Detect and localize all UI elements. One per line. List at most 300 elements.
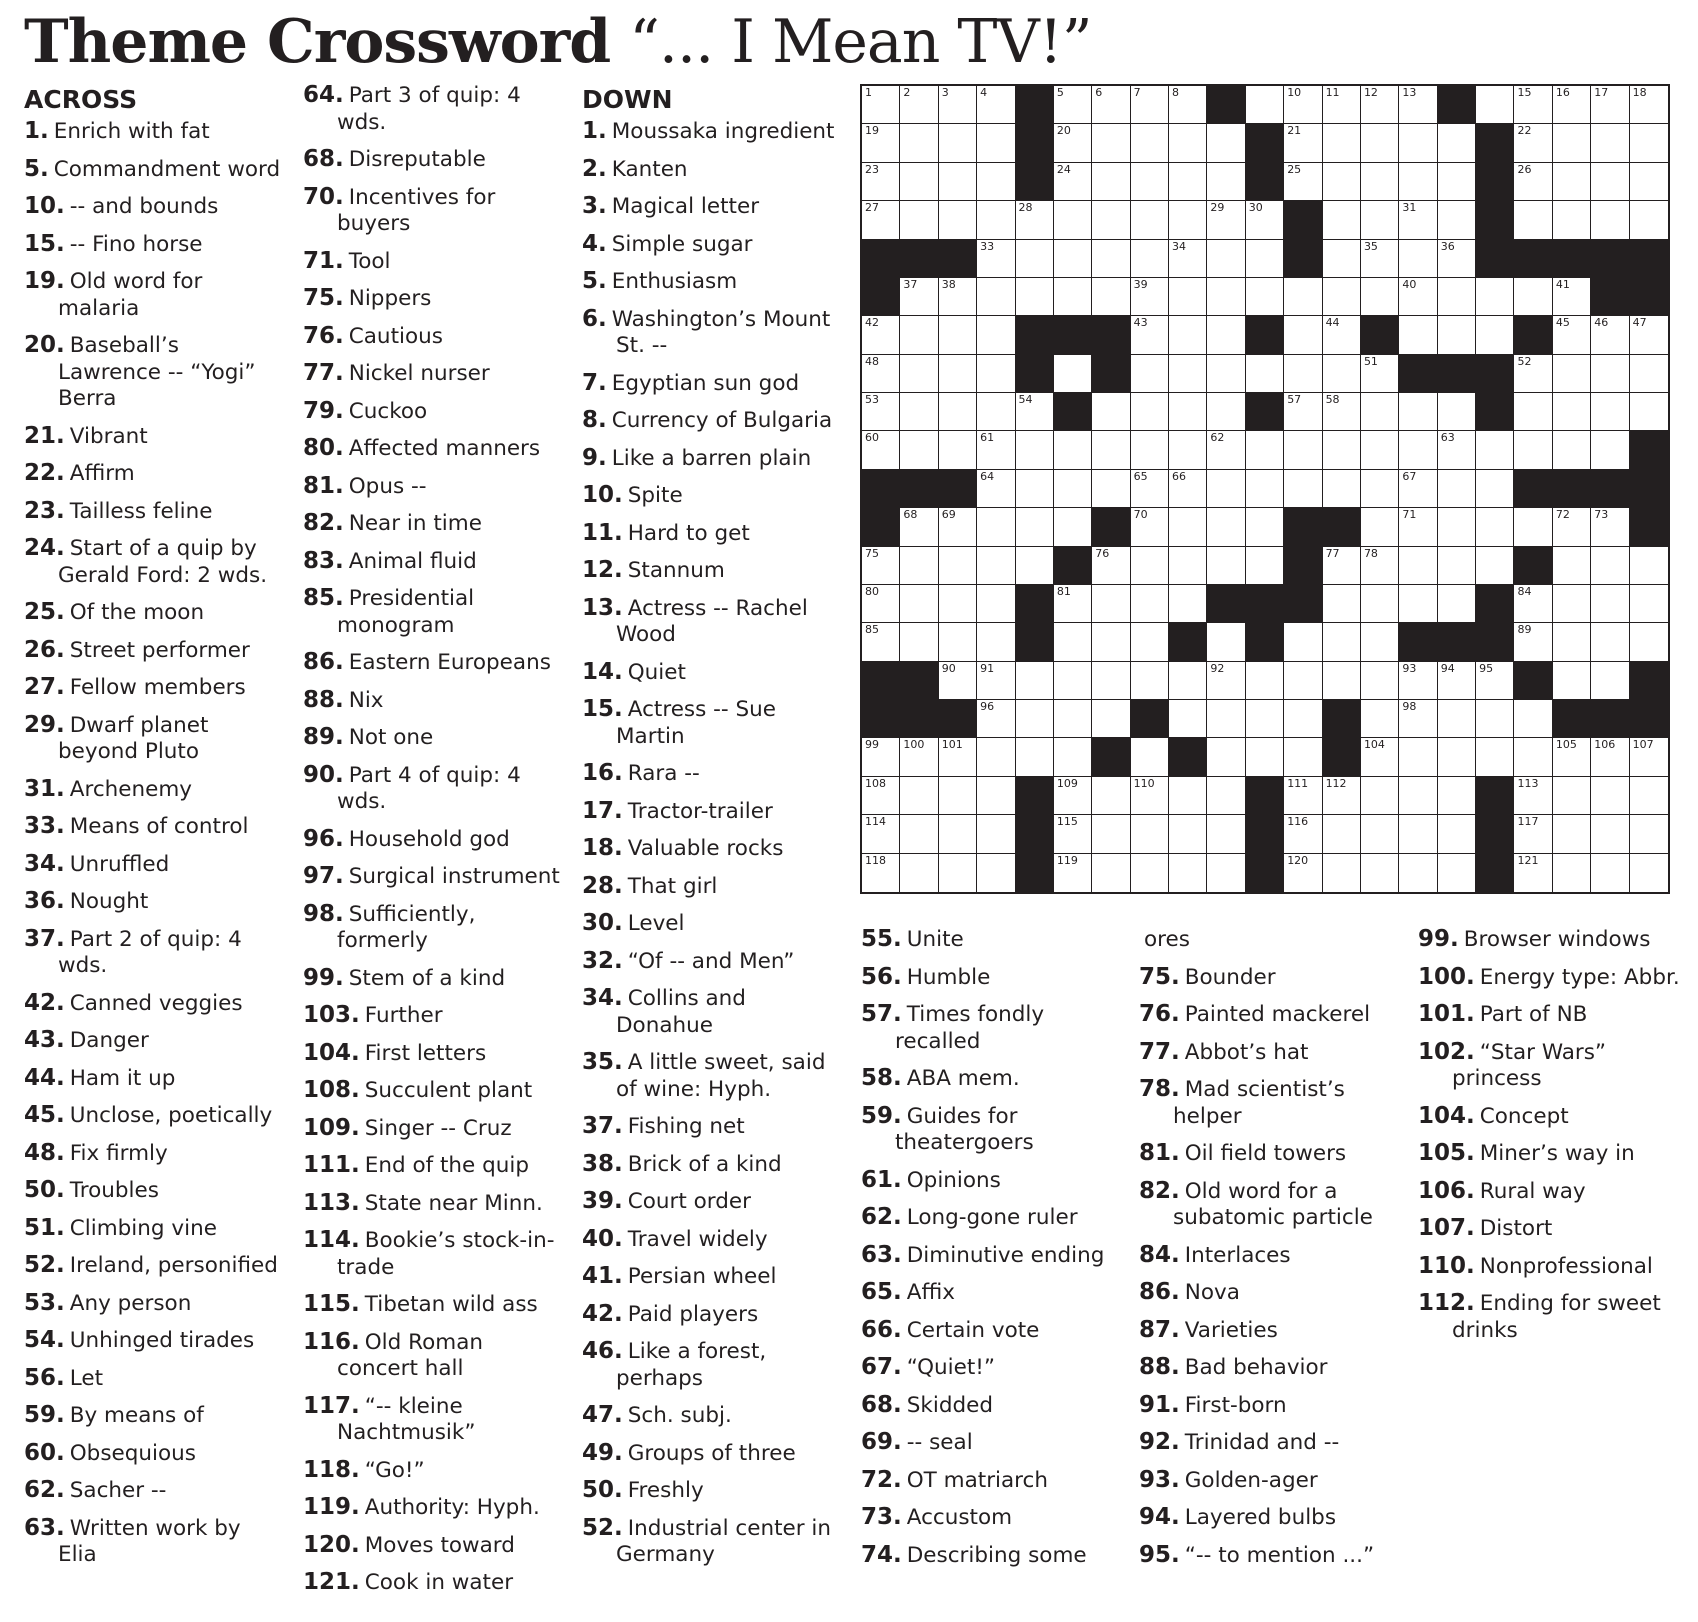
grid-cell[interactable]	[1399, 201, 1437, 239]
grid-cell[interactable]	[1630, 738, 1668, 776]
grid-cell[interactable]	[1553, 431, 1591, 469]
grid-cell[interactable]	[1054, 470, 1092, 508]
grid-cell[interactable]	[1323, 355, 1361, 393]
grid-cell[interactable]	[1207, 393, 1245, 431]
grid-cell[interactable]	[1169, 316, 1207, 354]
grid-cell[interactable]	[977, 240, 1015, 278]
grid-cell[interactable]	[1591, 124, 1629, 162]
grid-cell[interactable]	[1553, 278, 1591, 316]
grid-cell[interactable]	[1323, 124, 1361, 162]
grid-cell[interactable]	[1131, 585, 1169, 623]
grid-cell[interactable]	[1323, 393, 1361, 431]
grid-cell[interactable]	[1476, 662, 1514, 700]
grid-cell[interactable]	[1284, 777, 1322, 815]
grid-cell[interactable]	[1131, 163, 1169, 201]
grid-cell[interactable]	[1323, 431, 1361, 469]
grid-cell[interactable]	[1591, 854, 1629, 892]
grid-cell[interactable]	[900, 508, 938, 546]
grid-cell[interactable]	[1207, 700, 1245, 738]
grid-cell[interactable]	[939, 585, 977, 623]
grid-cell[interactable]	[1476, 431, 1514, 469]
grid-cell[interactable]	[1361, 431, 1399, 469]
grid-cell[interactable]	[1438, 662, 1476, 700]
grid-cell[interactable]	[1323, 623, 1361, 661]
grid-cell[interactable]	[939, 777, 977, 815]
grid-cell[interactable]	[1399, 393, 1437, 431]
grid-cell[interactable]	[939, 547, 977, 585]
grid-cell[interactable]	[939, 163, 977, 201]
grid-cell[interactable]	[1131, 393, 1169, 431]
grid-cell[interactable]	[1438, 431, 1476, 469]
grid-cell[interactable]	[1553, 623, 1591, 661]
grid-cell[interactable]	[1169, 355, 1207, 393]
grid-cell[interactable]	[1553, 393, 1591, 431]
grid-cell[interactable]	[1169, 240, 1207, 278]
grid-cell[interactable]	[1207, 163, 1245, 201]
grid-cell[interactable]	[1438, 240, 1476, 278]
grid-cell[interactable]	[1246, 355, 1284, 393]
grid-cell[interactable]	[1054, 124, 1092, 162]
grid-cell[interactable]	[1438, 508, 1476, 546]
grid-cell[interactable]	[1284, 355, 1322, 393]
grid-cell[interactable]	[862, 393, 900, 431]
grid-cell[interactable]	[1284, 470, 1322, 508]
grid-cell[interactable]	[900, 777, 938, 815]
grid-cell[interactable]	[1169, 700, 1207, 738]
grid-cell[interactable]	[1054, 431, 1092, 469]
grid-cell[interactable]	[1438, 854, 1476, 892]
grid-cell[interactable]	[862, 738, 900, 776]
grid-cell[interactable]	[1438, 700, 1476, 738]
grid-cell[interactable]	[1591, 623, 1629, 661]
grid-cell[interactable]	[1553, 815, 1591, 853]
grid-cell[interactable]	[1361, 393, 1399, 431]
grid-cell[interactable]	[1131, 316, 1169, 354]
grid-cell[interactable]	[1246, 431, 1284, 469]
grid-cell[interactable]	[1553, 163, 1591, 201]
grid-cell[interactable]	[1246, 240, 1284, 278]
grid-cell[interactable]	[1591, 662, 1629, 700]
grid-cell[interactable]	[1131, 240, 1169, 278]
grid-cell[interactable]	[1323, 854, 1361, 892]
grid-cell[interactable]	[1131, 738, 1169, 776]
grid-cell[interactable]	[1514, 393, 1552, 431]
grid-cell[interactable]	[1514, 623, 1552, 661]
grid-cell[interactable]	[1630, 86, 1668, 124]
grid-cell[interactable]	[1591, 163, 1629, 201]
grid-cell[interactable]	[1553, 547, 1591, 585]
grid-cell[interactable]	[1438, 470, 1476, 508]
grid-cell[interactable]	[1131, 623, 1169, 661]
grid-cell[interactable]	[1514, 738, 1552, 776]
grid-cell[interactable]	[900, 815, 938, 853]
grid-cell[interactable]	[977, 355, 1015, 393]
grid-cell[interactable]	[1399, 738, 1437, 776]
grid-cell[interactable]	[1207, 854, 1245, 892]
grid-cell[interactable]	[862, 854, 900, 892]
grid-cell[interactable]	[1284, 623, 1322, 661]
grid-cell[interactable]	[1054, 86, 1092, 124]
grid-cell[interactable]	[1092, 854, 1130, 892]
grid-cell[interactable]	[1054, 738, 1092, 776]
grid-cell[interactable]	[1284, 393, 1322, 431]
grid-cell[interactable]	[1438, 201, 1476, 239]
grid-cell[interactable]	[862, 547, 900, 585]
grid-cell[interactable]	[862, 623, 900, 661]
grid-cell[interactable]	[1169, 508, 1207, 546]
grid-cell[interactable]	[862, 316, 900, 354]
grid-cell[interactable]	[862, 815, 900, 853]
grid-cell[interactable]	[1514, 777, 1552, 815]
grid-cell[interactable]	[1054, 278, 1092, 316]
grid-cell[interactable]	[1323, 470, 1361, 508]
grid-cell[interactable]	[1016, 240, 1054, 278]
grid-cell[interactable]	[1514, 508, 1552, 546]
grid-cell[interactable]	[1630, 316, 1668, 354]
grid-cell[interactable]	[1438, 738, 1476, 776]
grid-cell[interactable]	[1054, 700, 1092, 738]
grid-cell[interactable]	[1514, 700, 1552, 738]
grid-cell[interactable]	[1246, 738, 1284, 776]
grid-cell[interactable]	[862, 124, 900, 162]
grid-cell[interactable]	[1630, 201, 1668, 239]
grid-cell[interactable]	[1131, 854, 1169, 892]
grid-cell[interactable]	[1207, 815, 1245, 853]
grid-cell[interactable]	[1323, 316, 1361, 354]
grid-cell[interactable]	[1284, 854, 1322, 892]
grid-cell[interactable]	[977, 470, 1015, 508]
grid-cell[interactable]	[1399, 700, 1437, 738]
grid-cell[interactable]	[1399, 585, 1437, 623]
grid-cell[interactable]	[977, 201, 1015, 239]
grid-cell[interactable]	[1207, 508, 1245, 546]
grid-cell[interactable]	[1246, 547, 1284, 585]
grid-cell[interactable]	[1630, 355, 1668, 393]
grid-cell[interactable]	[1054, 508, 1092, 546]
grid-cell[interactable]	[1323, 278, 1361, 316]
grid-cell[interactable]	[1630, 585, 1668, 623]
grid-cell[interactable]	[1399, 278, 1437, 316]
grid-cell[interactable]	[977, 662, 1015, 700]
grid-cell[interactable]	[977, 700, 1015, 738]
grid-cell[interactable]	[1016, 508, 1054, 546]
grid-cell[interactable]	[1553, 124, 1591, 162]
grid-cell[interactable]	[1284, 662, 1322, 700]
grid-cell[interactable]	[1323, 547, 1361, 585]
grid-cell[interactable]	[1361, 738, 1399, 776]
grid-cell[interactable]	[1016, 547, 1054, 585]
grid-cell[interactable]	[1553, 738, 1591, 776]
grid-cell[interactable]	[1092, 777, 1130, 815]
grid-cell[interactable]	[1131, 547, 1169, 585]
grid-cell[interactable]	[1207, 470, 1245, 508]
grid-cell[interactable]	[1054, 815, 1092, 853]
grid-cell[interactable]	[1016, 738, 1054, 776]
grid-cell[interactable]	[1361, 547, 1399, 585]
grid-cell[interactable]	[977, 738, 1015, 776]
grid-cell[interactable]	[1476, 738, 1514, 776]
grid-cell[interactable]	[1016, 700, 1054, 738]
grid-cell[interactable]	[1092, 815, 1130, 853]
grid-cell[interactable]	[977, 854, 1015, 892]
grid-cell[interactable]	[1323, 201, 1361, 239]
grid-cell[interactable]	[1399, 124, 1437, 162]
grid-cell[interactable]	[1169, 815, 1207, 853]
grid-cell[interactable]	[1361, 278, 1399, 316]
grid-cell[interactable]	[1591, 777, 1629, 815]
grid-cell[interactable]	[1131, 355, 1169, 393]
grid-cell[interactable]	[1323, 163, 1361, 201]
grid-cell[interactable]	[1399, 470, 1437, 508]
grid-cell[interactable]	[862, 163, 900, 201]
grid-cell[interactable]	[1591, 585, 1629, 623]
grid-cell[interactable]	[977, 623, 1015, 661]
grid-cell[interactable]	[1361, 86, 1399, 124]
grid-cell[interactable]	[1284, 431, 1322, 469]
grid-cell[interactable]	[1399, 86, 1437, 124]
grid-cell[interactable]	[1092, 240, 1130, 278]
grid-cell[interactable]	[977, 777, 1015, 815]
grid-cell[interactable]	[1207, 355, 1245, 393]
grid-cell[interactable]	[862, 431, 900, 469]
grid-cell[interactable]	[1246, 86, 1284, 124]
grid-cell[interactable]	[1092, 585, 1130, 623]
grid-cell[interactable]	[1399, 547, 1437, 585]
grid-cell[interactable]	[1399, 662, 1437, 700]
grid-cell[interactable]	[1207, 662, 1245, 700]
grid-cell[interactable]	[977, 278, 1015, 316]
grid-cell[interactable]	[939, 86, 977, 124]
grid-cell[interactable]	[1207, 738, 1245, 776]
grid-cell[interactable]	[1438, 316, 1476, 354]
grid-cell[interactable]	[1591, 316, 1629, 354]
grid-cell[interactable]	[1092, 470, 1130, 508]
grid-cell[interactable]	[1553, 662, 1591, 700]
grid-cell[interactable]	[1131, 431, 1169, 469]
grid-cell[interactable]	[1476, 278, 1514, 316]
grid-cell[interactable]	[1630, 815, 1668, 853]
grid-cell[interactable]	[1169, 124, 1207, 162]
grid-cell[interactable]	[1591, 393, 1629, 431]
grid-cell[interactable]	[1514, 86, 1552, 124]
grid-cell[interactable]	[1399, 777, 1437, 815]
grid-cell[interactable]	[900, 201, 938, 239]
grid-cell[interactable]	[1399, 163, 1437, 201]
grid-cell[interactable]	[1438, 585, 1476, 623]
grid-cell[interactable]	[1016, 662, 1054, 700]
grid-cell[interactable]	[1169, 777, 1207, 815]
grid-cell[interactable]	[939, 201, 977, 239]
grid-cell[interactable]	[1284, 124, 1322, 162]
grid-cell[interactable]	[1591, 508, 1629, 546]
grid-cell[interactable]	[1591, 738, 1629, 776]
grid-cell[interactable]	[1323, 815, 1361, 853]
grid-cell[interactable]	[1476, 470, 1514, 508]
grid-cell[interactable]	[1054, 201, 1092, 239]
grid-cell[interactable]	[1399, 316, 1437, 354]
grid-cell[interactable]	[1169, 854, 1207, 892]
grid-cell[interactable]	[1131, 470, 1169, 508]
grid-cell[interactable]	[1438, 278, 1476, 316]
grid-cell[interactable]	[900, 585, 938, 623]
grid-cell[interactable]	[1361, 124, 1399, 162]
grid-cell[interactable]	[1207, 278, 1245, 316]
grid-cell[interactable]	[977, 431, 1015, 469]
grid-cell[interactable]	[1630, 623, 1668, 661]
grid-cell[interactable]	[862, 585, 900, 623]
grid-cell[interactable]	[977, 585, 1015, 623]
grid-cell[interactable]	[1630, 854, 1668, 892]
grid-cell[interactable]	[939, 662, 977, 700]
grid-cell[interactable]	[1054, 777, 1092, 815]
grid-cell[interactable]	[1553, 201, 1591, 239]
grid-cell[interactable]	[1514, 815, 1552, 853]
grid-cell[interactable]	[1092, 124, 1130, 162]
grid-cell[interactable]	[1131, 201, 1169, 239]
grid-cell[interactable]	[977, 508, 1015, 546]
grid-cell[interactable]	[1591, 431, 1629, 469]
grid-cell[interactable]	[977, 163, 1015, 201]
grid-cell[interactable]	[1016, 393, 1054, 431]
grid-cell[interactable]	[939, 854, 977, 892]
grid-cell[interactable]	[1131, 278, 1169, 316]
grid-cell[interactable]	[862, 777, 900, 815]
grid-cell[interactable]	[1284, 700, 1322, 738]
grid-cell[interactable]	[1476, 86, 1514, 124]
grid-cell[interactable]	[862, 201, 900, 239]
grid-cell[interactable]	[977, 86, 1015, 124]
grid-cell[interactable]	[1361, 815, 1399, 853]
grid-cell[interactable]	[1054, 854, 1092, 892]
grid-cell[interactable]	[1361, 355, 1399, 393]
grid-cell[interactable]	[900, 738, 938, 776]
grid-cell[interactable]	[1131, 777, 1169, 815]
grid-cell[interactable]	[1169, 393, 1207, 431]
grid-cell[interactable]	[1284, 316, 1322, 354]
grid-cell[interactable]	[939, 316, 977, 354]
grid-cell[interactable]	[939, 815, 977, 853]
grid-cell[interactable]	[939, 738, 977, 776]
grid-cell[interactable]	[1284, 815, 1322, 853]
grid-cell[interactable]	[900, 316, 938, 354]
grid-cell[interactable]	[1553, 854, 1591, 892]
grid-cell[interactable]	[1361, 585, 1399, 623]
grid-cell[interactable]	[1207, 431, 1245, 469]
grid-cell[interactable]	[1553, 86, 1591, 124]
grid-cell[interactable]	[1323, 777, 1361, 815]
grid-cell[interactable]	[1246, 278, 1284, 316]
grid-cell[interactable]	[1054, 662, 1092, 700]
grid-cell[interactable]	[1054, 240, 1092, 278]
grid-cell[interactable]	[977, 547, 1015, 585]
grid-cell[interactable]	[1323, 585, 1361, 623]
grid-cell[interactable]	[1553, 585, 1591, 623]
grid-cell[interactable]	[1438, 777, 1476, 815]
grid-cell[interactable]	[977, 815, 1015, 853]
grid-cell[interactable]	[1361, 700, 1399, 738]
grid-cell[interactable]	[862, 86, 900, 124]
grid-cell[interactable]	[1169, 86, 1207, 124]
grid-cell[interactable]	[1323, 240, 1361, 278]
grid-cell[interactable]	[1131, 815, 1169, 853]
grid-cell[interactable]	[1169, 201, 1207, 239]
grid-cell[interactable]	[977, 316, 1015, 354]
grid-cell[interactable]	[1169, 470, 1207, 508]
grid-cell[interactable]	[1092, 393, 1130, 431]
grid-cell[interactable]	[1284, 278, 1322, 316]
grid-cell[interactable]	[1591, 86, 1629, 124]
grid-cell[interactable]	[1246, 508, 1284, 546]
grid-cell[interactable]	[1169, 585, 1207, 623]
grid-cell[interactable]	[1207, 124, 1245, 162]
grid-cell[interactable]	[1207, 623, 1245, 661]
grid-cell[interactable]	[1361, 201, 1399, 239]
grid-cell[interactable]	[1246, 470, 1284, 508]
grid-cell[interactable]	[1246, 662, 1284, 700]
grid-cell[interactable]	[939, 623, 977, 661]
grid-cell[interactable]	[1169, 662, 1207, 700]
grid-cell[interactable]	[900, 355, 938, 393]
grid-cell[interactable]	[1016, 201, 1054, 239]
grid-cell[interactable]	[939, 355, 977, 393]
grid-cell[interactable]	[1131, 662, 1169, 700]
grid-cell[interactable]	[1169, 163, 1207, 201]
grid-cell[interactable]	[1131, 86, 1169, 124]
grid-cell[interactable]	[1169, 547, 1207, 585]
grid-cell[interactable]	[977, 124, 1015, 162]
grid-cell[interactable]	[1553, 316, 1591, 354]
grid-cell[interactable]	[1054, 163, 1092, 201]
grid-cell[interactable]	[1246, 700, 1284, 738]
grid-cell[interactable]	[1092, 201, 1130, 239]
grid-cell[interactable]	[1438, 163, 1476, 201]
grid-cell[interactable]	[1514, 201, 1552, 239]
grid-cell[interactable]	[1092, 163, 1130, 201]
grid-cell[interactable]	[1438, 393, 1476, 431]
grid-cell[interactable]	[1361, 777, 1399, 815]
grid-cell[interactable]	[1207, 777, 1245, 815]
grid-cell[interactable]	[939, 278, 977, 316]
grid-cell[interactable]	[1361, 240, 1399, 278]
grid-cell[interactable]	[1092, 700, 1130, 738]
grid-cell[interactable]	[1553, 777, 1591, 815]
grid-cell[interactable]	[1591, 547, 1629, 585]
grid-cell[interactable]	[1514, 431, 1552, 469]
grid-cell[interactable]	[1361, 163, 1399, 201]
grid-cell[interactable]	[1514, 355, 1552, 393]
grid-cell[interactable]	[1591, 201, 1629, 239]
grid-cell[interactable]	[1207, 201, 1245, 239]
grid-cell[interactable]	[1514, 585, 1552, 623]
grid-cell[interactable]	[1438, 547, 1476, 585]
grid-cell[interactable]	[1476, 508, 1514, 546]
grid-cell[interactable]	[939, 431, 977, 469]
grid-cell[interactable]	[1553, 355, 1591, 393]
grid-cell[interactable]	[1361, 470, 1399, 508]
grid-cell[interactable]	[1399, 240, 1437, 278]
grid-cell[interactable]	[1016, 431, 1054, 469]
grid-cell[interactable]	[900, 278, 938, 316]
grid-cell[interactable]	[900, 547, 938, 585]
grid-cell[interactable]	[1054, 623, 1092, 661]
grid-cell[interactable]	[1361, 623, 1399, 661]
grid-cell[interactable]	[1131, 508, 1169, 546]
grid-cell[interactable]	[1092, 278, 1130, 316]
grid-cell[interactable]	[1284, 86, 1322, 124]
grid-cell[interactable]	[1514, 163, 1552, 201]
grid-cell[interactable]	[1361, 508, 1399, 546]
grid-cell[interactable]	[1361, 854, 1399, 892]
